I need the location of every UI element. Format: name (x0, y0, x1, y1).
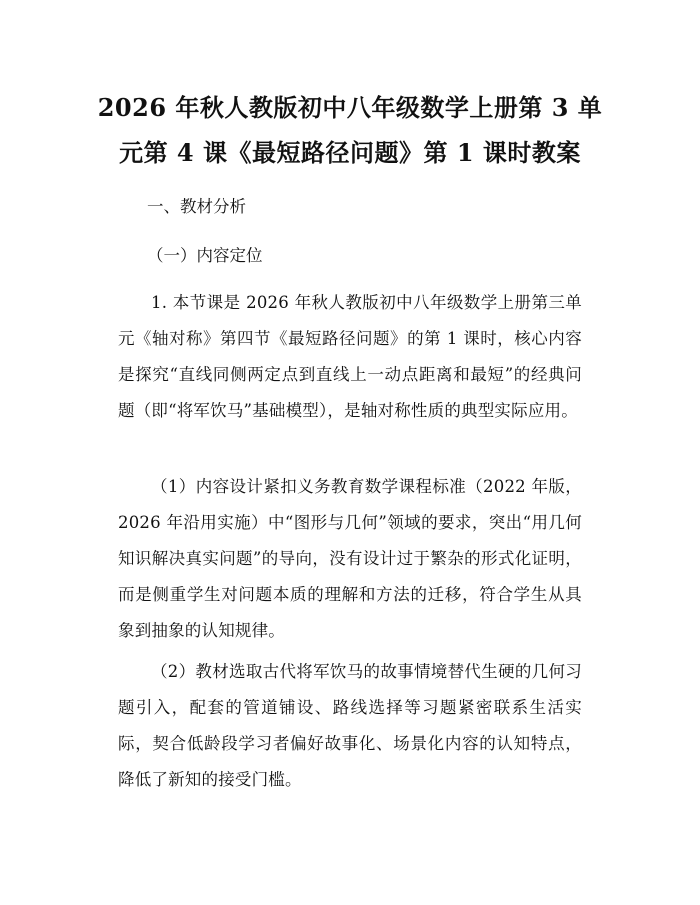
paragraph-3: （2）教材选取古代将军饮马的故事情境替代生硬的几何习题引入，配套的管道铺设、路线选择等习题紧密联系生活实际，契合低龄段学习者偏好故事化、场景化内容的认知特点，降低了新知的接受门槛。 (118, 662, 582, 789)
paragraph-2: （1）内容设计紧扣义务教育数学课程标准（2022 年版，2026 年沿用实施）中“图形与几何”领域的要求，突出“用几何知识解决真实问题”的导向，没有设计过于繁杂的形式化证明，而是侧重学生对问题本质的理解和方法的迁移，符合学生从具象到抽象的认知规律。 (118, 477, 582, 640)
section-heading-textbook-analysis: 一、教材分析 (147, 197, 246, 216)
document-title-line-2: 元第 4 课《最短路径问题》第 1 课时教案 (119, 138, 581, 167)
document-title-line-1: 2026 年秋人教版初中八年级数学上册第 3 单 (97, 93, 603, 122)
subsection-heading-content-positioning: （一）内容定位 (147, 246, 263, 265)
paragraph-1: 1. 本节课是 2026 年秋人教版初中八年级数学上册第三单元《轴对称》第四节《最短路径问题》的第 1 课时，核心内容是探究“直线同侧两定点到直线上一动点距离和最短”的经典问题（即“将军饮马”基础模型），是轴对称性质的典型实际应用。 (118, 293, 582, 420)
